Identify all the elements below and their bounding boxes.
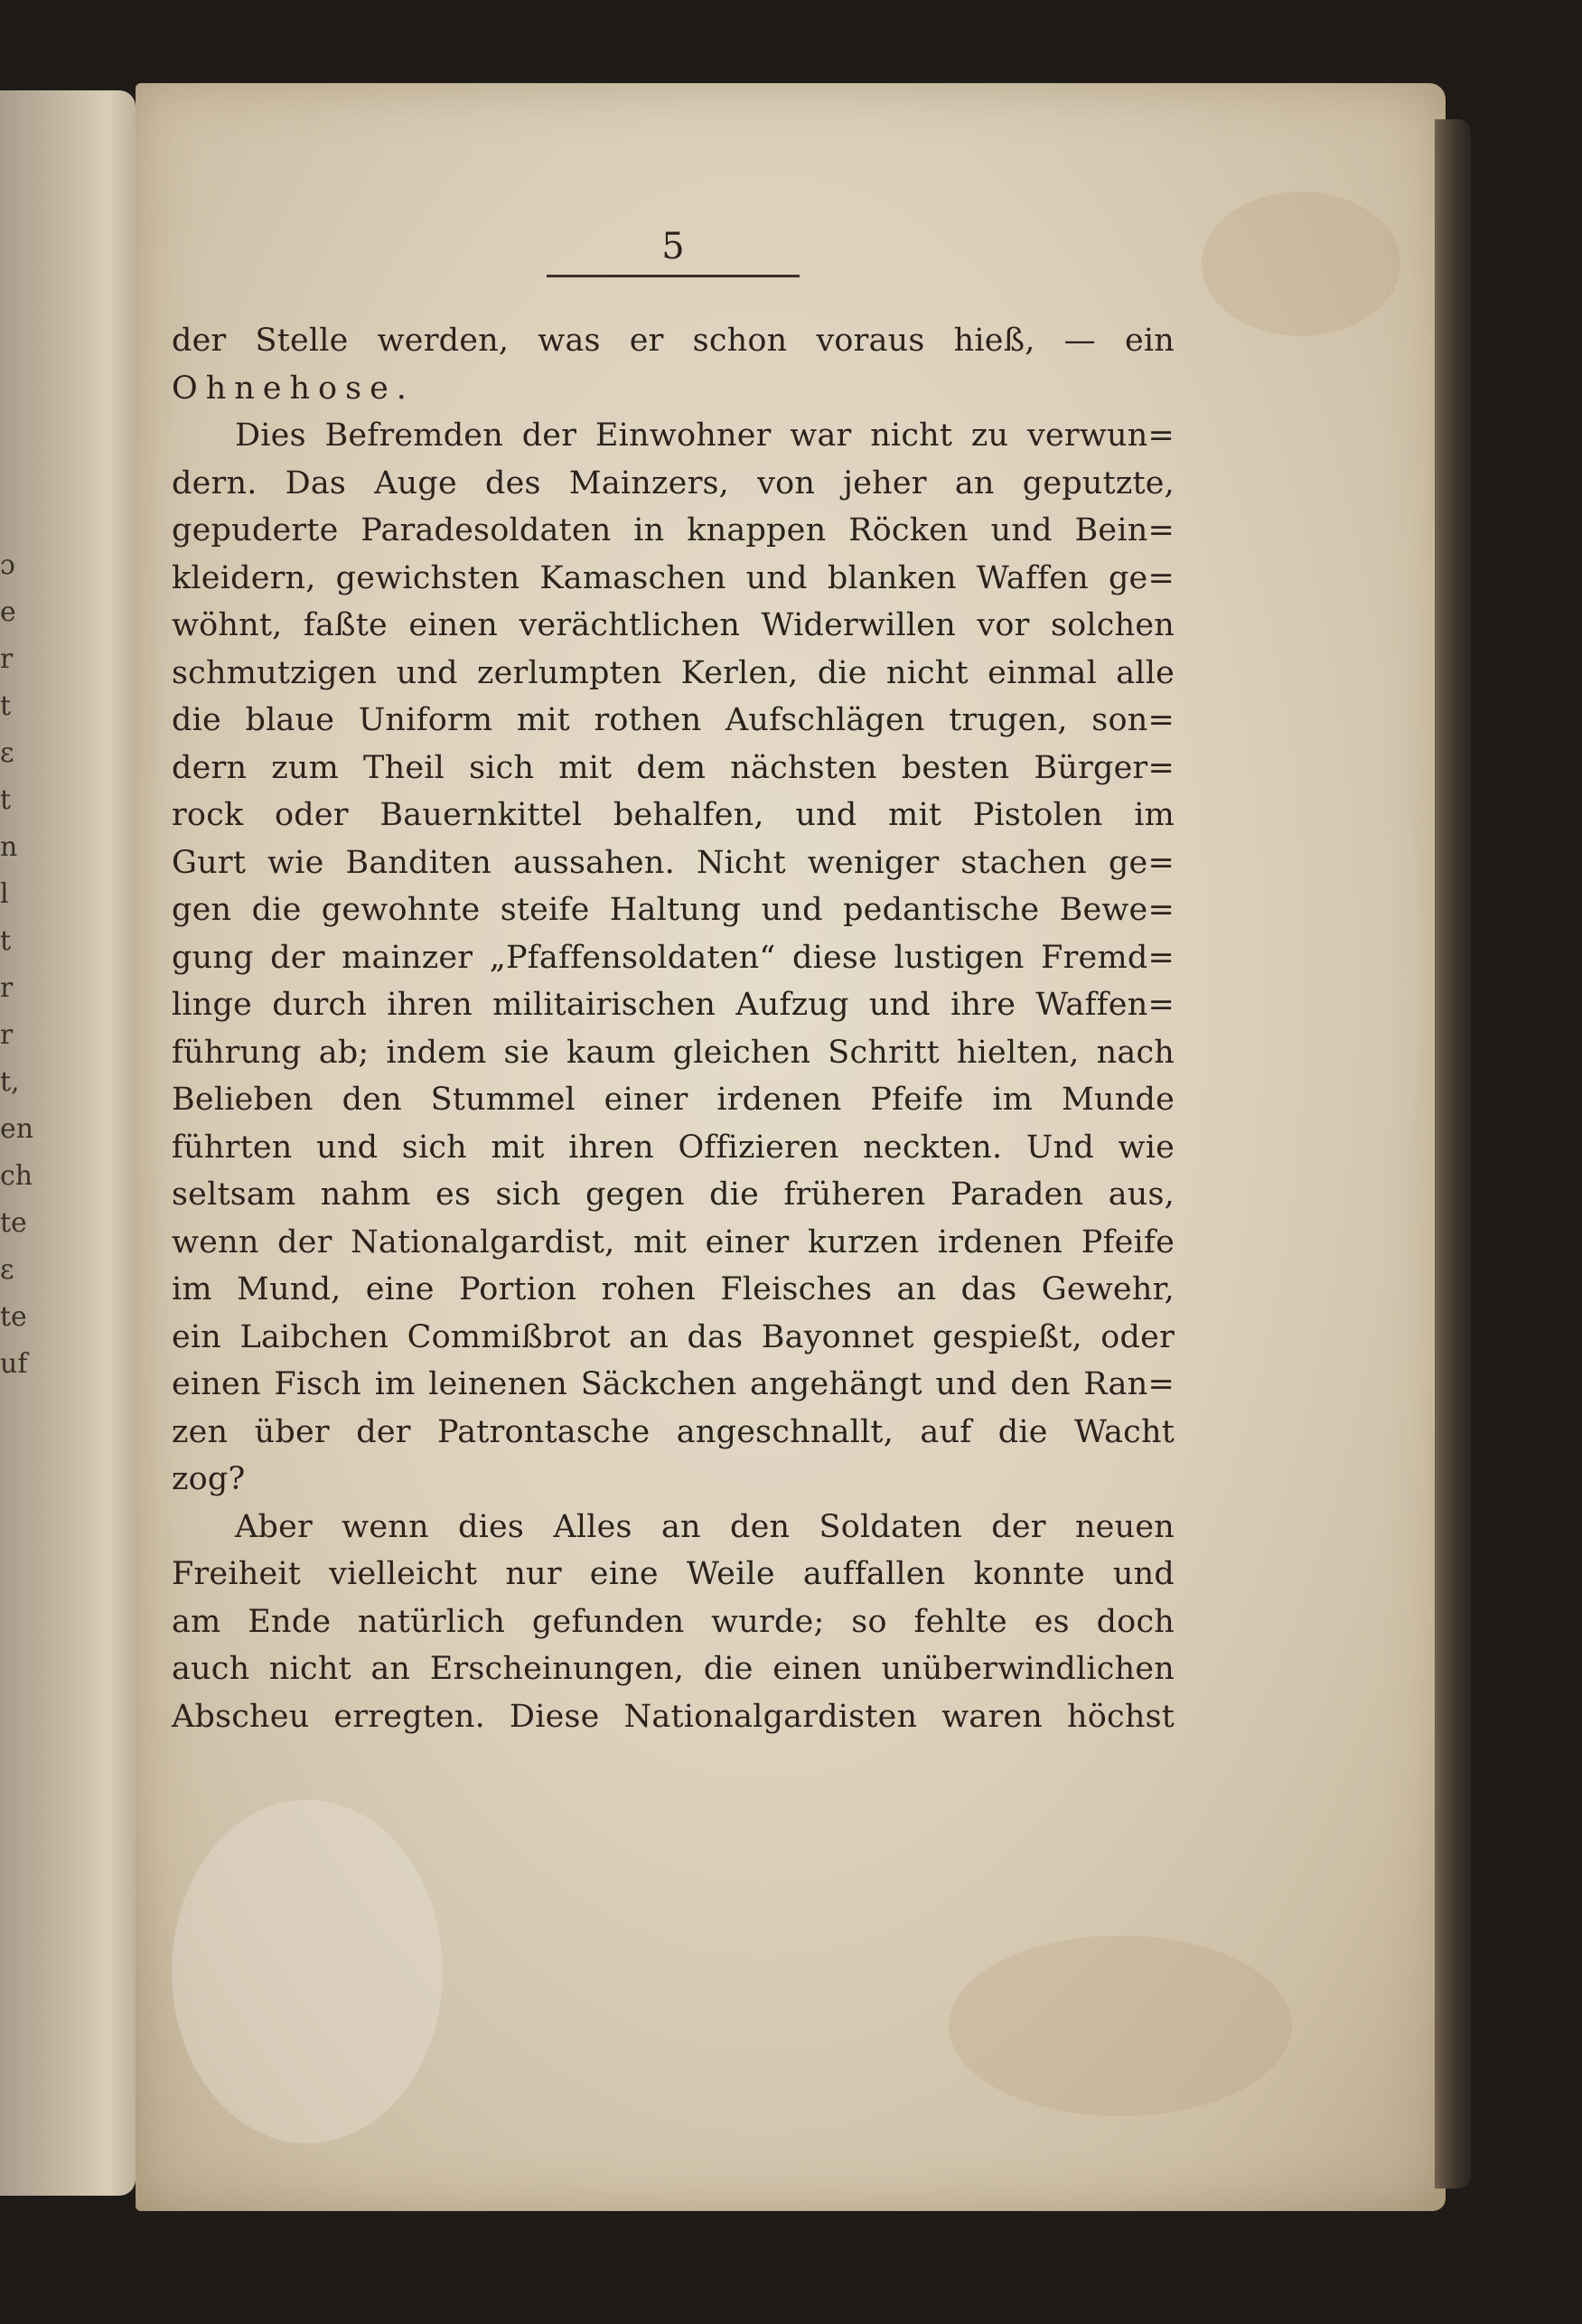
page-number: 5 <box>661 226 685 267</box>
text-line: Belieben den Stummel einer irdenen Pfeife im Munde <box>172 1082 1175 1118</box>
margin-fragment: r <box>0 972 14 1004</box>
text-line: auch nicht an Erscheinungen, die einen unüberwindlichen <box>172 1651 1175 1687</box>
margin-fragment: r <box>0 643 14 675</box>
text-line: Dies Befremden der Einwohner war nicht zu verwun= <box>235 417 1175 454</box>
text-line: gepuderte Paradesoldaten in knappen Röcken und Bein= <box>172 512 1175 548</box>
text-line: zog? <box>172 1461 246 1497</box>
text-line: dern zum Theil sich mit dem nächsten besten Bürger= <box>172 749 1175 786</box>
text-line: gen die gewohnte steife Haltung und pedantische Bewe= <box>172 892 1175 928</box>
margin-fragment: te <box>0 1207 27 1239</box>
header-rule <box>547 275 800 277</box>
page-edge-worn <box>1435 119 1471 2188</box>
text-line: wenn der Nationalgardist, mit einer kurzen irdenen Pfeife <box>172 1223 1175 1260</box>
margin-fragment: t, <box>0 1066 20 1098</box>
text-line: dern. Das Auge des Mainzers, von jeher an geputzte, <box>172 464 1175 501</box>
margin-fragment: t <box>0 784 12 816</box>
margin-fragment: t <box>0 690 12 722</box>
text-line: seltsam nahm es sich gegen die früheren Paraden aus, <box>172 1176 1175 1213</box>
text-line: wöhnt, faßte einen verächtlichen Widerwillen vor solchen <box>172 607 1175 643</box>
paper-stain <box>949 1935 1292 2116</box>
margin-fragment: ɛ <box>0 1254 14 1286</box>
margin-fragment: r <box>0 1019 14 1051</box>
text-line: im Mund, eine Portion rohen Fleisches an das Gewehr, <box>172 1271 1175 1307</box>
text-line: einen Fisch im leinenen Säckchen angehängt und den Ran= <box>172 1366 1175 1402</box>
margin-fragment: e <box>0 596 16 628</box>
text-line: Abscheu erregten. Diese Nationalgardisten waren höchst <box>172 1698 1175 1735</box>
text-line: schmutzigen und zerlumpten Kerlen, die nicht einmal alle <box>172 654 1175 691</box>
text-line: Ohnehose. <box>172 370 415 407</box>
paper-tear-patch <box>172 1800 443 2143</box>
text-line: Gurt wie Banditen aussahen. Nicht weniger stachen ge= <box>172 844 1175 881</box>
margin-fragment: ch <box>0 1160 33 1192</box>
margin-fragment: en <box>0 1113 34 1145</box>
text-line: gung der mainzer „Pfaffensoldaten“ diese lustigen Fremd= <box>172 939 1175 976</box>
text-line: Aber wenn dies Alles an den Soldaten der neuen <box>235 1508 1175 1545</box>
margin-fragment: uf <box>0 1348 28 1380</box>
page-text-block <box>172 226 1175 1740</box>
text-line: Freiheit vielleicht nur eine Weile auffallen konnte und <box>172 1556 1175 1592</box>
margin-fragment: t <box>0 925 12 957</box>
text-line: am Ende natürlich gefunden wurde; so fehlte es doch <box>172 1603 1175 1640</box>
text-line: die blaue Uniform mit rothen Aufschlägen trugen, son= <box>172 702 1175 738</box>
body-text <box>172 317 1175 1740</box>
text-line: führten und sich mit ihren Offizieren neckten. Und wie <box>172 1129 1175 1166</box>
margin-fragment: te <box>0 1301 27 1333</box>
text-line: kleidern, gewichsten Kamaschen und blanken Waffen ge= <box>172 559 1175 596</box>
text-line: zen über der Patrontasche angeschnallt, auf die Wacht <box>172 1413 1175 1450</box>
text-line: führung ab; indem sie kaum gleichen Schritt hielten, nach <box>172 1034 1175 1071</box>
text-line: ein Laibchen Commißbrot an das Bayonnet gespießt, oder <box>172 1318 1175 1355</box>
margin-fragment: l <box>0 878 9 910</box>
text-line: rock oder Bauernkittel behalfen, und mit Pistolen im <box>172 797 1175 833</box>
facing-page-margin-text <box>0 542 34 1898</box>
margin-fragment: n <box>0 831 18 863</box>
margin-fragment: ɔ <box>0 549 15 581</box>
margin-fragment: ɛ <box>0 737 14 769</box>
paper-stain <box>1202 192 1400 336</box>
text-line: linge durch ihren militairischen Aufzug und ihre Waffen= <box>172 987 1175 1023</box>
text-line: der Stelle werden, was er schon voraus hieß, — ein <box>172 323 1175 359</box>
